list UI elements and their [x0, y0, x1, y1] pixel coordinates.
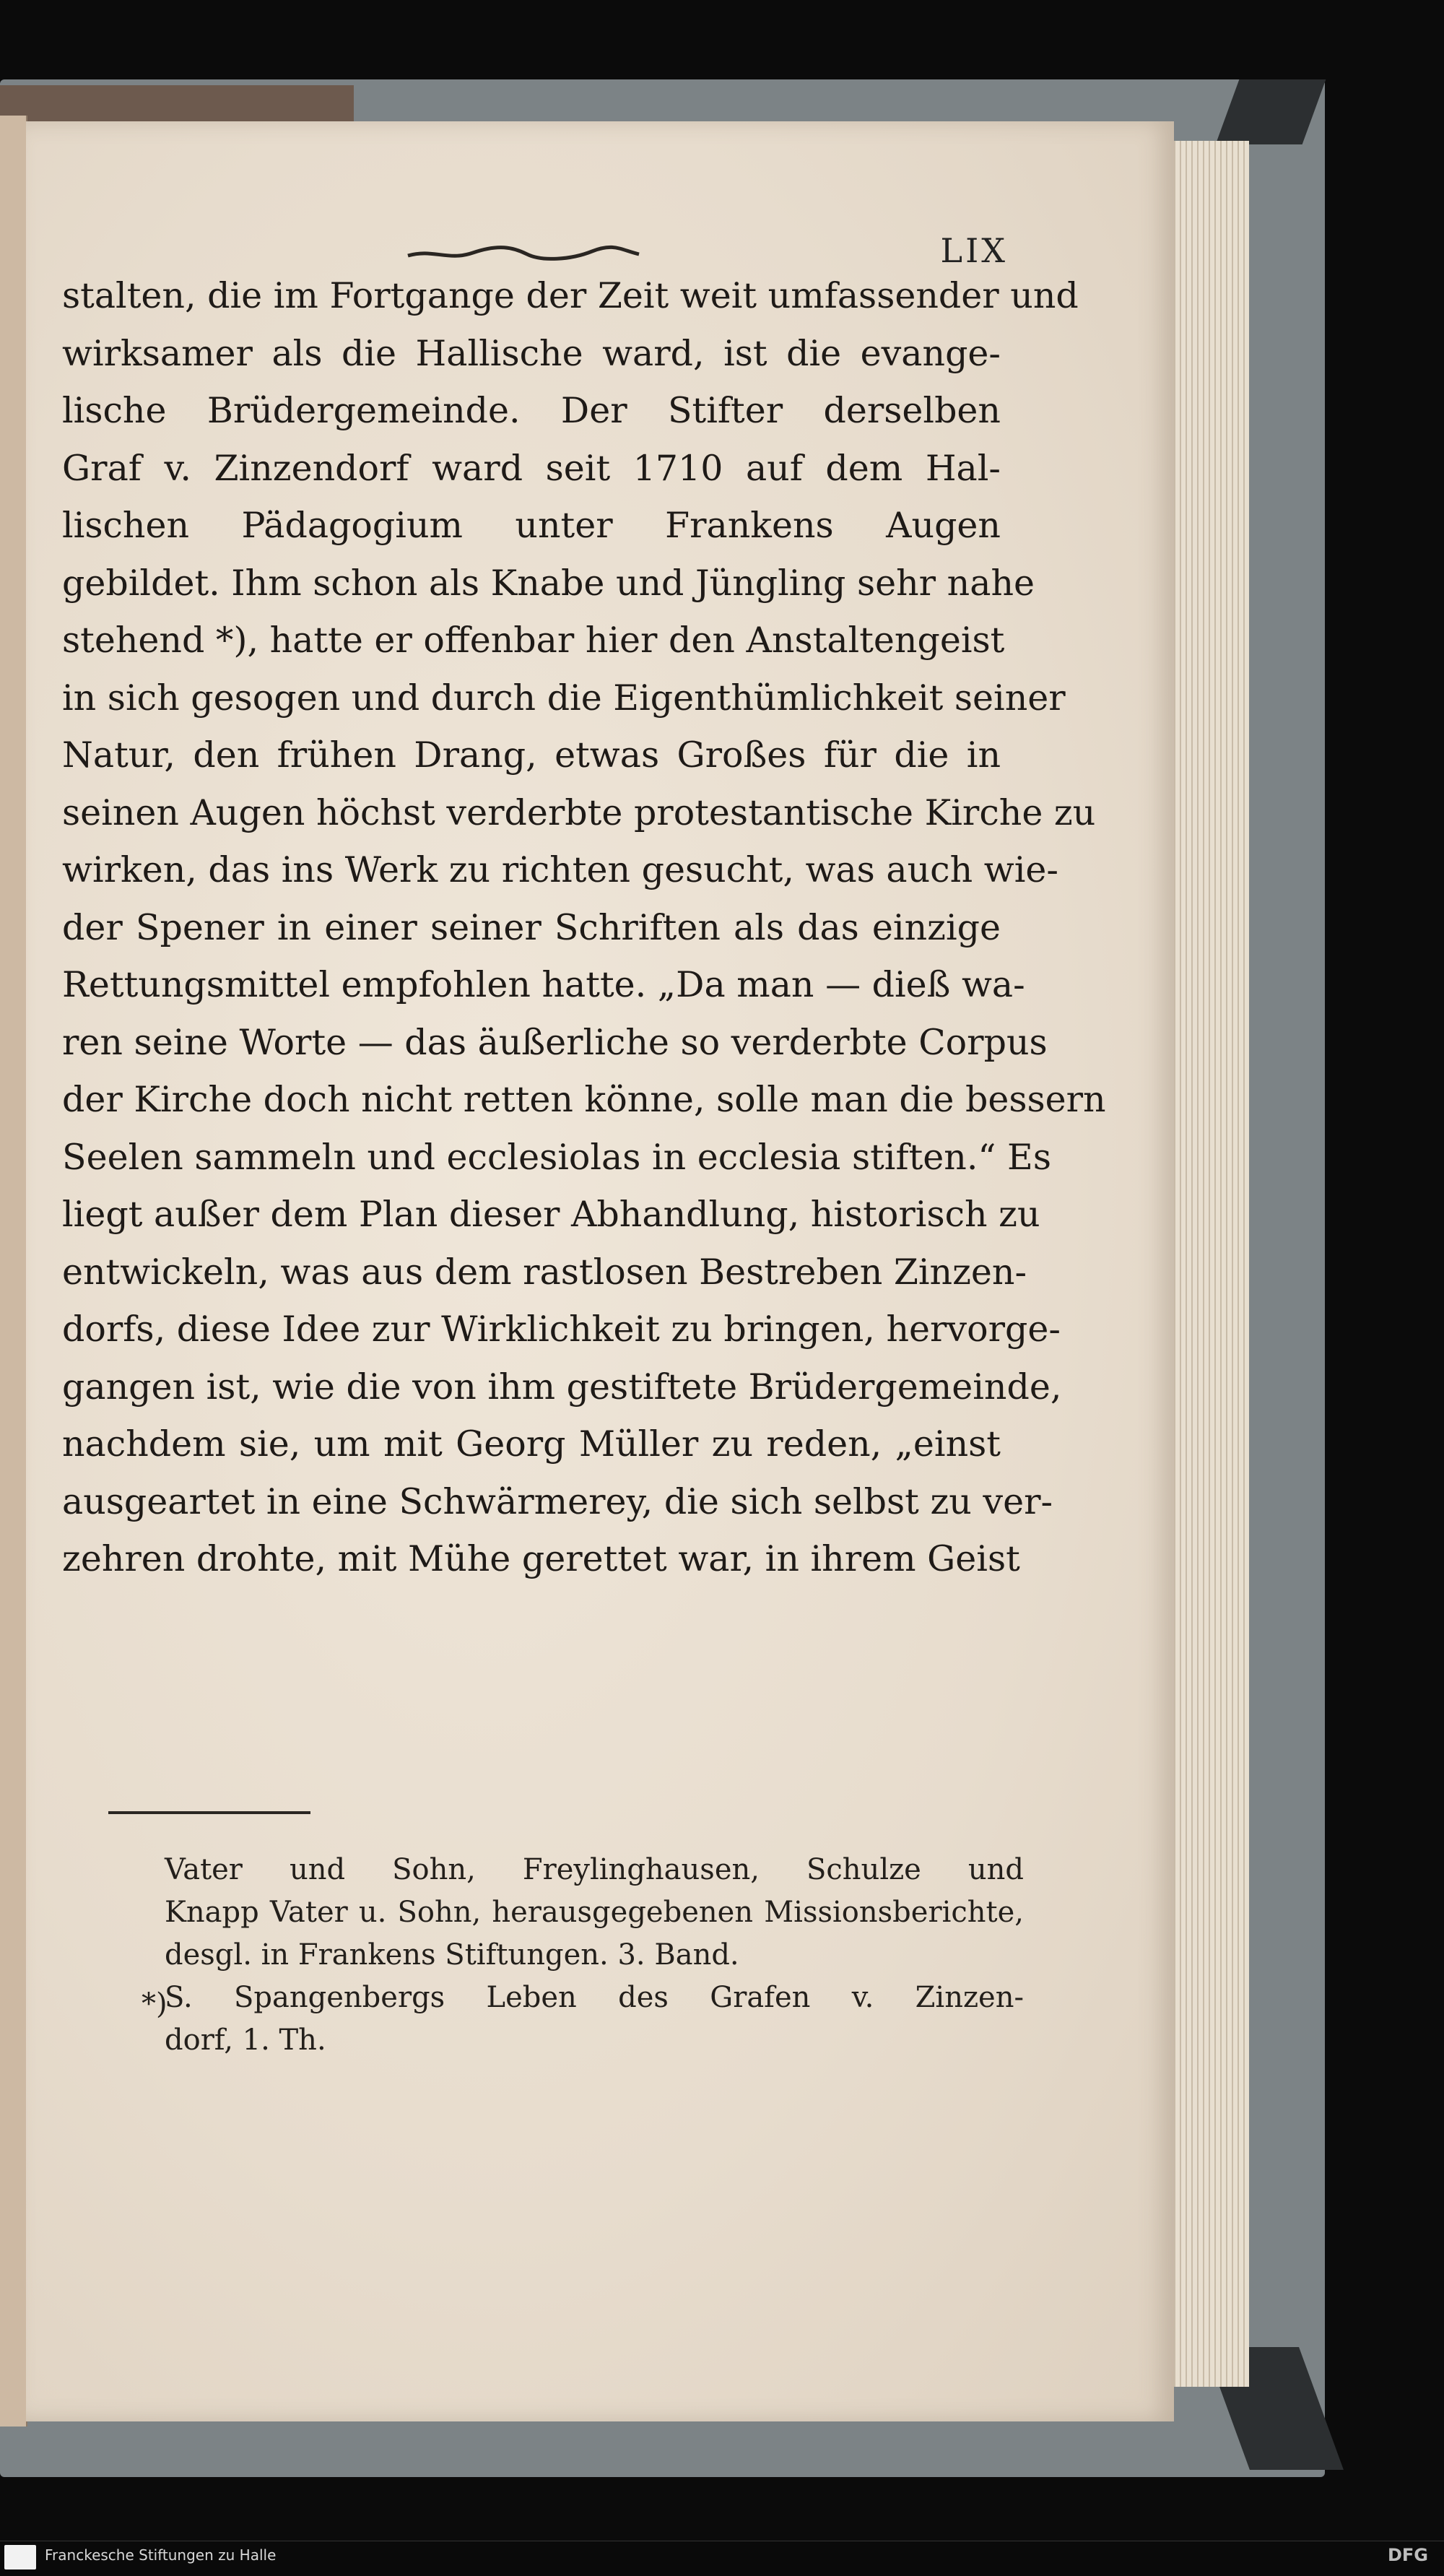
text-line: stalten, die im Fortgange der Zeit weit umfassender und: [62, 275, 1079, 316]
cover-spine-leather: [0, 85, 354, 123]
page-number: LIX: [940, 231, 1008, 270]
text-line: dorfs, diese Idee zur Wirklichkeit zu bringen, hervorge-: [62, 1309, 1061, 1350]
footnote-line: desgl. in Frankens Stiftungen. 3. Band.: [165, 1938, 739, 1972]
footnote-line: Vater und Sohn, Freylinghausen, Schulze und: [165, 1853, 1024, 1886]
text-line: der Kirche doch nicht retten könne, solle man die bessern: [62, 1079, 1106, 1120]
text-line: gangen ist, wie die von ihm gestiftete Brüdergemeinde,: [62, 1366, 1062, 1408]
text-line: zehren drohte, mit Mühe gerettet war, in ihrem Geist: [62, 1538, 1020, 1579]
text-line: lische Brüdergemeinde. Der Stifter derselben: [62, 390, 1001, 431]
text-line: wirken, das ins Werk zu richten gesucht, was auch wie-: [62, 849, 1058, 890]
dfg-logo: DFG: [1387, 2545, 1428, 2565]
footnote-line: Knapp Vater u. Sohn, herausgegebenen Missionsberichte,: [165, 1896, 1024, 1929]
text-line: liegt außer dem Plan dieser Abhandlung, historisch zu: [62, 1194, 1040, 1235]
body-text: [62, 267, 1106, 1588]
footnote-marker: *): [142, 1987, 168, 2021]
footnote-divider: [108, 1811, 310, 1814]
footnotes: [165, 1849, 1024, 2062]
text-line: der Spener in einer seiner Schriften als das einzige: [62, 906, 1001, 948]
footer-institution[interactable]: Franckesche Stiftungen zu Halle: [45, 2546, 277, 2564]
left-page-edge: [0, 116, 27, 2427]
text-line: ren seine Worte — das äußerliche so verderbte Corpus: [62, 1021, 1048, 1063]
text-line: lischen Pädagogium unter Frankens Augen: [62, 505, 1001, 546]
text-line: Rettungsmittel empfohlen hatte. „Da man — dieß wa-: [62, 964, 1025, 1005]
text-line: gebildet. Ihm schon als Knabe und Jüngling sehr nahe: [62, 562, 1035, 604]
text-line: stehend *), hatte er offenbar hier den Anstaltengeist: [62, 620, 1005, 661]
text-line: seinen Augen höchst verderbte protestantische Kirche zu: [62, 792, 1096, 833]
page-block-edge: [1168, 141, 1249, 2387]
header-ornament: [404, 243, 643, 264]
text-line: Seelen sammeln und ecclesiolas in ecclesia stiften.“ Es: [62, 1136, 1051, 1178]
text-line: wirksamer als die Hallische ward, ist die evange-: [62, 332, 1001, 374]
footnote-line: S. Spangenbergs Leben des Grafen v. Zinzen-: [165, 1981, 1024, 2014]
footnote-line: dorf, 1. Th.: [165, 2024, 326, 2057]
text-line: in sich gesogen und durch die Eigenthümlichkeit seiner: [62, 677, 1066, 719]
text-line: Graf v. Zinzendorf ward seit 1710 auf dem Hal-: [62, 447, 1001, 489]
text-line: nachdem sie, um mit Georg Müller zu reden, „einst: [62, 1423, 1001, 1465]
text-line: Natur, den frühen Drang, etwas Großes für die in: [62, 734, 1001, 776]
text-line: ausgeartet in eine Schwärmerey, die sich selbst zu ver-: [62, 1480, 1053, 1522]
text-line: entwickeln, was aus dem rastlosen Bestreben Zinzen-: [62, 1251, 1027, 1293]
library-logo-icon: [4, 2545, 36, 2570]
